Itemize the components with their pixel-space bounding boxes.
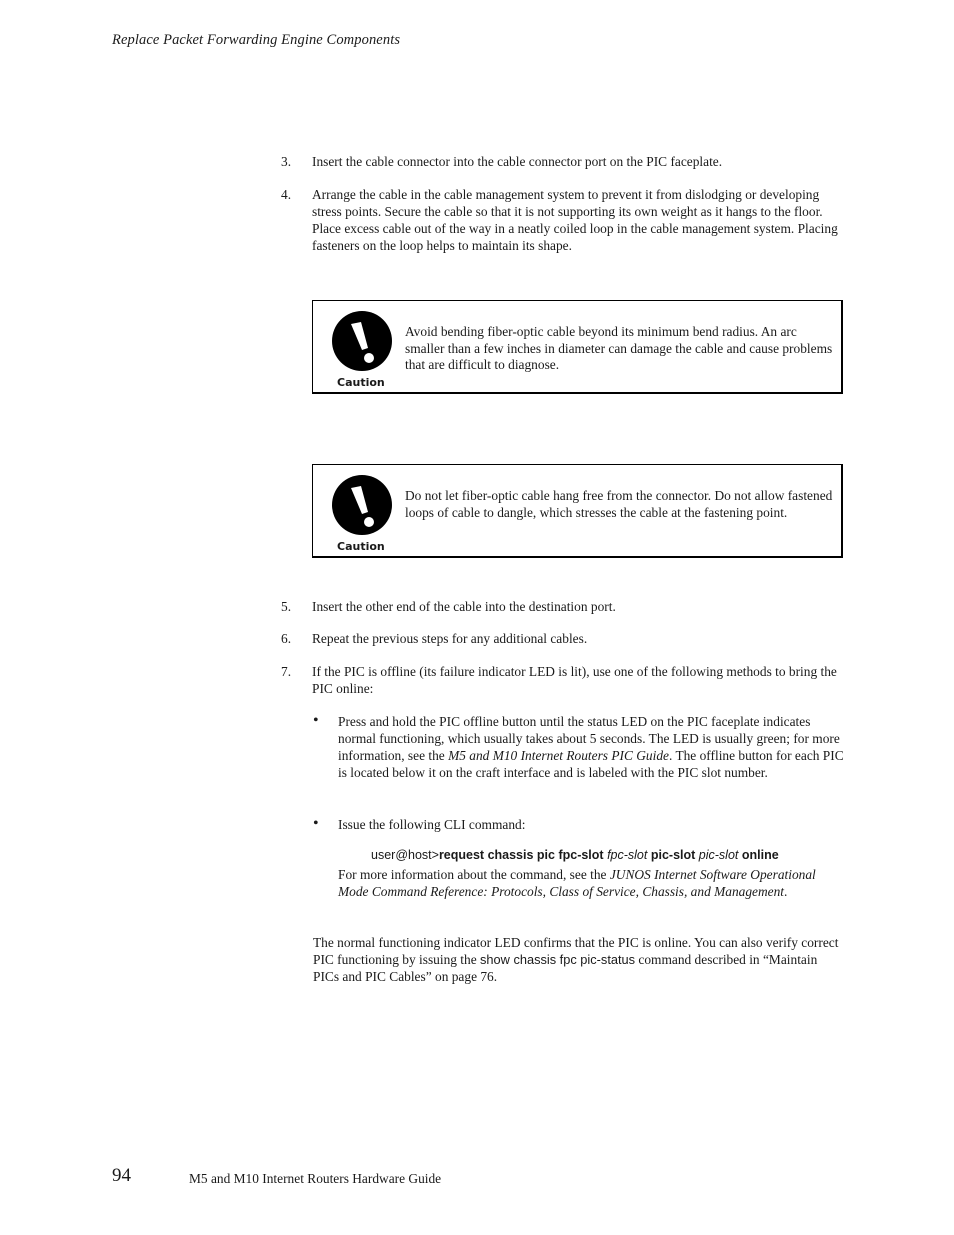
page-number: 94 bbox=[112, 1165, 131, 1186]
step-4 bbox=[281, 186, 841, 254]
step-text: Repeat the previous steps for any additional cables. bbox=[312, 631, 588, 646]
status-command: show chassis fpc pic-status bbox=[480, 952, 636, 967]
step-text: If the PIC is offline (its failure indicator LED is lit), use one of the following methods to bring the PIC online: bbox=[312, 664, 837, 696]
bullet-offline-button bbox=[313, 713, 845, 781]
step-text: Arrange the cable in the cable management system to prevent it from dislodging or developing stress points. Secure the cable so that it is not supporting its own weight as it hangs to the floor. Place excess cable out of the way in a neatly coiled loop in the cable management system. Placing fasteners on the loop helps to maintain its shape. bbox=[312, 187, 838, 253]
caution-label: Caution bbox=[337, 376, 385, 389]
step-5 bbox=[281, 598, 841, 615]
command-reference-title: JUNOS Internet Software Operational Mode Command Reference: Protocols, Class of Service, Chassis, and Management bbox=[338, 867, 816, 899]
caution-box bbox=[312, 300, 843, 394]
more-info-paragraph: For more information about the command, see the JUNOS Internet Software Operational Mode Command Reference: Protocols, Class of Service, Chassis, and Management. bbox=[338, 867, 816, 899]
bullet-text: Press and hold the PIC offline button until the status LED on the PIC faceplate indicates normal functioning, which usually takes about 5 seconds. The LED is usually green; for more information, see the M5 and M10 Internet Routers PIC Guide. The offline button for each PIC is located below it on the craft interface and is labeled with the PIC slot number. bbox=[338, 714, 844, 780]
cli-command-line: user@host>request chassis pic fpc-slot fpc-slot pic-slot pic-slot online bbox=[371, 848, 779, 862]
step-number: 6. bbox=[281, 631, 292, 646]
step-text: Insert the cable connector into the cable connector port on the PIC faceplate. bbox=[312, 154, 723, 169]
bullet-text: Issue the following CLI command: bbox=[338, 817, 526, 832]
bullet-dot: • bbox=[313, 712, 319, 729]
pic-guide-reference: M5 and M10 Internet Routers PIC Guide bbox=[448, 748, 669, 763]
step-number: 7. bbox=[281, 664, 292, 679]
bullet-cli-command bbox=[313, 816, 845, 833]
caution-box bbox=[312, 464, 843, 558]
caution-icon bbox=[331, 474, 393, 536]
bullet-dot: • bbox=[313, 815, 319, 832]
step-text: Insert the other end of the cable into the destination port. bbox=[312, 599, 616, 614]
step-number: 4. bbox=[281, 187, 292, 202]
caution-text: Avoid bending fiber-optic cable beyond its minimum bend radius. An arc smaller than a few inches in diameter can damage the cable and cause problems that are difficult to diagnose. bbox=[405, 324, 833, 372]
closing-paragraph: The normal functioning indicator LED confirms that the PIC is online. You can also verify correct PIC functioning by issuing the show chassis fpc pic-status command described in “Maintain PICs and PIC Cables” on page 76. bbox=[313, 935, 839, 984]
step-7 bbox=[281, 663, 841, 697]
step-3 bbox=[281, 153, 841, 170]
step-6 bbox=[281, 630, 841, 647]
caution-text: Do not let fiber-optic cable hang free from the connector. Do not allow fastened loops of cable to dangle, which stresses the cable at the fastening point. bbox=[405, 488, 833, 520]
caution-label: Caution bbox=[337, 540, 385, 553]
step-number: 3. bbox=[281, 154, 292, 169]
cli-prompt: user@host> bbox=[371, 848, 439, 862]
step-number: 5. bbox=[281, 599, 292, 614]
footer-book-title: M5 and M10 Internet Routers Hardware Guide bbox=[189, 1171, 442, 1186]
caution-icon bbox=[331, 310, 393, 372]
running-header: Replace Packet Forwarding Engine Components bbox=[112, 32, 401, 48]
